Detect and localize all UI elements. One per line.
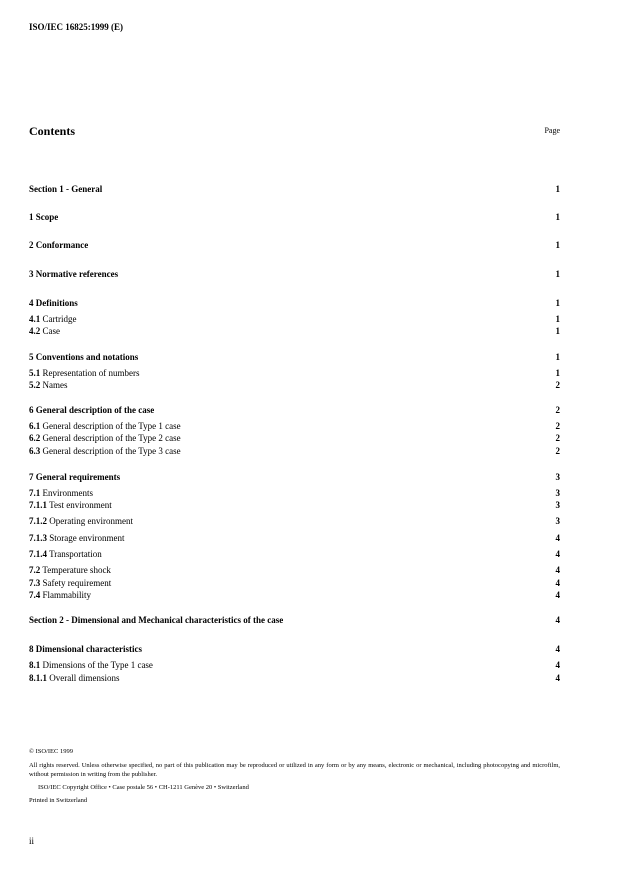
toc-entry-number: 7.1.2 (29, 516, 47, 526)
toc-entry-page: 4 (555, 644, 560, 654)
toc-entry-page: 2 (555, 421, 560, 431)
copyright-notice: © ISO/IEC 1999 (29, 748, 73, 755)
toc-entry-page: 2 (555, 446, 560, 456)
toc-entry-title (29, 578, 111, 589)
toc-entry-title (29, 380, 68, 391)
toc-entry-title (29, 488, 93, 499)
toc-entry-text: Storage environment (49, 533, 125, 543)
toc-subentry[interactable] (29, 578, 560, 589)
toc-entry-text: Case (42, 326, 60, 336)
toc-entry-text: Test environment (49, 500, 112, 510)
toc-entry-page: 3 (555, 488, 560, 498)
toc-heading[interactable] (29, 644, 560, 655)
toc-entry-title (29, 549, 102, 560)
toc-entry-page: 1 (555, 240, 560, 250)
toc-entry-title (29, 314, 77, 325)
toc-entry-page: 2 (555, 405, 560, 415)
toc-entry-title: Section 2 - Dimensional and Mechanical characteristics of the case (29, 615, 284, 625)
toc-entry-text: General description of the Type 3 case (42, 446, 181, 456)
toc-entry-text: Dimensions of the Type 1 case (42, 660, 153, 670)
toc-entry-title (29, 565, 111, 576)
toc-subentry[interactable] (29, 673, 560, 684)
toc-entry-page: 4 (555, 615, 560, 625)
printed-in: Printed in Switzerland (29, 797, 88, 804)
toc-subentry[interactable] (29, 380, 560, 391)
toc-entry-number: 6.2 (29, 433, 41, 443)
toc-heading[interactable] (29, 184, 560, 195)
toc-entry-page: 4 (555, 660, 560, 670)
toc-entry-page: 1 (555, 212, 560, 222)
toc-entry-title: 7 General requirements (29, 472, 121, 482)
toc-entry-title: 4 Definitions (29, 298, 78, 308)
toc-entry-number: 7.3 (29, 578, 41, 588)
toc-entry-title (29, 368, 139, 379)
toc-heading[interactable] (29, 269, 560, 280)
toc-entry-title (29, 500, 112, 511)
toc-entry-number: 7.2 (29, 565, 41, 575)
toc-subentry[interactable] (29, 488, 560, 499)
page-number: ii (29, 836, 35, 846)
toc-entry-number: 4.1 (29, 314, 41, 324)
toc-entry-number: 6.1 (29, 421, 41, 431)
document-header: ISO/IEC 16825:1999 (E) (29, 22, 124, 32)
toc-entry-page: 4 (555, 590, 560, 600)
toc-entry-title (29, 673, 120, 684)
toc-entry-text: General description of the Type 2 case (42, 433, 181, 443)
toc-entry-title (29, 590, 91, 601)
toc-heading[interactable] (29, 352, 560, 363)
copyright-office-address: ISO/IEC Copyright Office • Case postale 56 • CH-1211 Genève 20 • Switzerland (38, 784, 249, 791)
toc-entry-page: 3 (555, 500, 560, 510)
toc-entry-text: Representation of numbers (42, 368, 140, 378)
toc-heading[interactable] (29, 615, 560, 626)
toc-entry-number: 8.1 (29, 660, 41, 670)
toc-subentry[interactable] (29, 533, 560, 544)
toc-heading[interactable] (29, 298, 560, 309)
toc-entry-page: 4 (555, 565, 560, 575)
toc-entry-text: General description of the Type 1 case (42, 421, 181, 431)
toc-entry-title: 3 Normative references (29, 269, 119, 279)
toc-subentry[interactable] (29, 446, 560, 457)
toc-entry-page: 4 (555, 533, 560, 543)
toc-entry-title: 2 Conformance (29, 240, 89, 250)
toc-entry-title (29, 433, 181, 444)
toc-entry-page: 2 (555, 433, 560, 443)
toc-entry-number: 5.1 (29, 368, 41, 378)
rights-statement: All rights reserved. Unless otherwise specified, no part of this publication may be reproduced or utilized in any form or by any means, electronic or mechanical, including photocopying and microfilm, without permission in writing from the publisher. (29, 762, 560, 778)
toc-subentry[interactable] (29, 368, 560, 379)
toc-heading[interactable] (29, 240, 560, 251)
toc-entry-page: 4 (555, 673, 560, 683)
page-column-label: Page (544, 126, 560, 135)
toc-entry-title: 6 General description of the case (29, 405, 155, 415)
toc-heading[interactable] (29, 472, 560, 483)
toc-entry-number: 7.1 (29, 488, 41, 498)
toc-entry-page: 1 (555, 298, 560, 308)
toc-entry-number: 4.2 (29, 326, 41, 336)
toc-entry-number: 5.2 (29, 380, 41, 390)
toc-entry-page: 1 (555, 269, 560, 279)
toc-entry-title (29, 516, 133, 527)
toc-subentry[interactable] (29, 500, 560, 511)
toc-entry-text: Environments (42, 488, 93, 498)
toc-entry-number: 6.3 (29, 446, 41, 456)
toc-entry-text: Operating environment (49, 516, 133, 526)
toc-subentry[interactable] (29, 326, 560, 337)
toc-entry-number: 7.1.3 (29, 533, 47, 543)
toc-entry-page: 3 (555, 516, 560, 526)
toc-entry-title (29, 326, 60, 337)
toc-entry-title: 5 Conventions and notations (29, 352, 139, 362)
contents-title: Contents (29, 124, 76, 138)
toc-subentry[interactable] (29, 421, 560, 432)
toc-entry-text: Transportation (49, 549, 102, 559)
toc-entry-page: 4 (555, 549, 560, 559)
toc-subentry[interactable] (29, 314, 560, 325)
toc-entry-title (29, 660, 153, 671)
toc-entry-title: Section 1 - General (29, 184, 103, 194)
toc-subentry[interactable] (29, 516, 560, 527)
toc-entry-page: 1 (555, 314, 560, 324)
toc-heading[interactable] (29, 212, 560, 223)
toc-entry-text: Overall dimensions (49, 673, 120, 683)
toc-entry-page: 1 (555, 326, 560, 336)
toc-entry-text: Cartridge (42, 314, 77, 324)
toc-entry-page: 1 (555, 368, 560, 378)
toc-entry-title (29, 533, 124, 544)
toc-subentry[interactable] (29, 590, 560, 601)
toc-entry-number: 7.4 (29, 590, 41, 600)
toc-subentry[interactable] (29, 549, 560, 560)
toc-entry-number: 8.1.1 (29, 673, 47, 683)
toc-entry-number: 7.1.1 (29, 500, 47, 510)
toc-entry-number: 7.1.4 (29, 549, 47, 559)
toc-heading[interactable] (29, 405, 560, 416)
toc-entry-title: 1 Scope (29, 212, 59, 222)
toc-entry-text: Safety requirement (42, 578, 112, 588)
toc-entry-text: Temperature shock (42, 565, 111, 575)
toc-entry-title: 8 Dimensional characteristics (29, 644, 142, 654)
toc-entry-text: Names (42, 380, 68, 390)
toc-entry-title (29, 446, 181, 457)
toc-subentry[interactable] (29, 433, 560, 444)
toc-entry-title (29, 421, 181, 432)
toc-entry-page: 4 (555, 578, 560, 588)
toc-entry-page: 1 (555, 352, 560, 362)
toc-entry-page: 3 (555, 472, 560, 482)
toc-entry-page: 1 (555, 184, 560, 194)
toc-subentry[interactable] (29, 660, 560, 671)
toc-subentry[interactable] (29, 565, 560, 576)
toc-entry-page: 2 (555, 380, 560, 390)
toc-entry-text: Flammability (42, 590, 91, 600)
